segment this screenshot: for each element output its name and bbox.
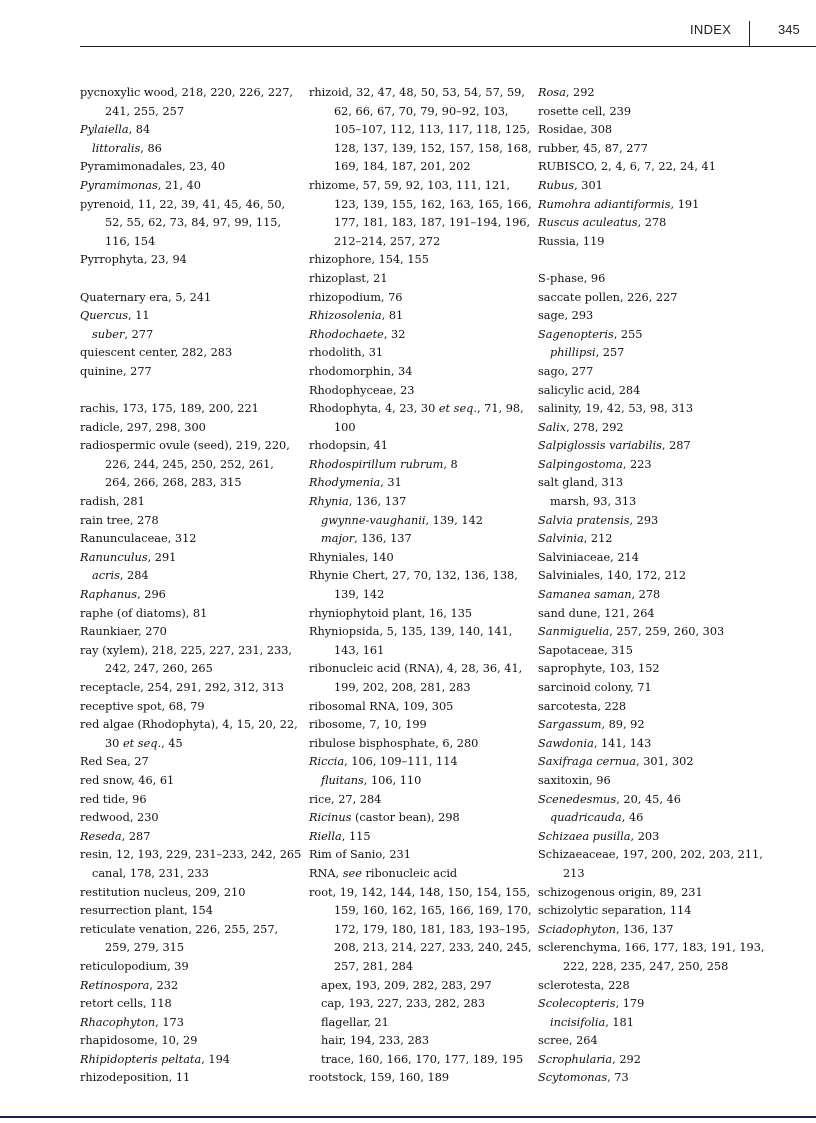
index-entry: ribulose bisphosphate, 6, 280 xyxy=(309,736,479,750)
index-entry: scree, 264 xyxy=(538,1034,598,1048)
index-subentry: fluitans, 106, 110 xyxy=(321,773,422,787)
index-entry: restitution nucleus, 209, 210 xyxy=(80,885,246,899)
index-entry: quinine, 277 xyxy=(80,364,152,378)
index-entry: S-phase, 96 xyxy=(538,271,606,285)
index-entry: rubber, 45, 87, 277 xyxy=(538,141,648,155)
index-entry: Rhipidopteris peltata, 194 xyxy=(80,1052,230,1066)
index-entry: red snow, 46, 61 xyxy=(80,773,175,787)
index-subentry: trace, 160, 166, 170, 177, 189, 195 xyxy=(321,1052,524,1066)
index-entry: Scenedesmus, 20, 45, 46 xyxy=(538,792,681,806)
index-entry: rhizoplast, 21 xyxy=(309,271,388,285)
index-entry: reticulopodium, 39 xyxy=(80,959,189,973)
index-subentry: suber, 277 xyxy=(92,327,154,341)
index-entry: rhodomorphin, 34 xyxy=(309,364,413,378)
index-entry: Quaternary era, 5, 241 xyxy=(80,290,212,304)
index-entry: Red Sea, 27 xyxy=(80,755,149,769)
index-entry: radish, 281 xyxy=(80,495,145,509)
index-entry: Saxifraga cernua, 301, 302 xyxy=(538,755,694,769)
header-title: INDEX xyxy=(690,22,732,37)
header-separator xyxy=(749,21,750,46)
index-entry: Sargassum, 89, 92 xyxy=(538,718,645,732)
index-entry: Rhynia, 136, 137 xyxy=(309,495,407,509)
index-entry: sand dune, 121, 264 xyxy=(538,606,655,620)
index-entry: Raphanus, 296 xyxy=(80,588,166,602)
index-entry: rhizophore, 154, 155 xyxy=(309,253,429,267)
index-entry: salicylic acid, 284 xyxy=(538,383,641,397)
index-entry: Scolecopteris, 179 xyxy=(538,997,645,1011)
index-entry: Salvia pratensis, 293 xyxy=(538,513,659,527)
index-entry: redwood, 230 xyxy=(80,811,159,825)
index-entry: Russia, 119 xyxy=(538,234,605,248)
index-entry: Pyramimonadales, 23, 40 xyxy=(80,160,226,174)
index-entry: reticulate venation, 226, 255, 257, 259, 279, 315 xyxy=(80,922,279,955)
section-gap xyxy=(538,251,768,270)
index-entry: Rumohra adiantiformis, 191 xyxy=(538,197,700,211)
index-entry: rhapidosome, 10, 29 xyxy=(80,1034,198,1048)
index-subentry: cap, 193, 227, 233, 282, 283 xyxy=(321,997,486,1011)
index-entry: saxitoxin, 96 xyxy=(538,773,611,787)
index-entry: rhizome, 57, 59, 92, 103, 111, 121, 123, 139, 155, 162, 163, 165, 166, 177, 181, 183, 187, 191–194, 196, 212–214, 257, 272 xyxy=(309,178,532,248)
index-entry: Scytomonas, 73 xyxy=(538,1071,629,1085)
index-entry: Rosidae, 308 xyxy=(538,123,613,137)
index-entry: Rhodochaete, 32 xyxy=(309,327,406,341)
index-subentry: canal, 178, 231, 233 xyxy=(92,866,209,880)
index-entry: Rhyniopsida, 5, 135, 139, 140, 141, 143, 161 xyxy=(309,625,513,657)
index-entry: sago, 277 xyxy=(538,364,594,378)
index-entry: Samanea saman, 278 xyxy=(538,588,661,602)
index-entry: Rhodymenia, 31 xyxy=(309,476,402,490)
index-entry: Raunkiaer, 270 xyxy=(80,625,167,639)
index-entry: red tide, 96 xyxy=(80,792,147,806)
index-entry: ray (xylem), 218, 225, 227, 231, 233, 242, 247, 260, 265 xyxy=(80,643,292,676)
index-entry: rootstock, 159, 160, 189 xyxy=(309,1071,450,1085)
index-subentry: marsh, 93, 313 xyxy=(550,495,637,509)
index-subentry: gwynne-vaughanii, 139, 142 xyxy=(321,513,483,527)
section-gap xyxy=(80,270,302,289)
index-entry: Pylaiella, 84 xyxy=(80,123,151,137)
index-entry: rain tree, 278 xyxy=(80,513,159,527)
index-entry: Rim of Sanio, 231 xyxy=(309,848,411,862)
index-entry: Salvinia, 212 xyxy=(538,532,613,546)
index-entry: saccate pollen, 226, 227 xyxy=(538,290,678,304)
index-entry: Salix, 278, 292 xyxy=(538,420,624,434)
index-entry: rice, 27, 284 xyxy=(309,792,382,806)
index-entry: retort cells, 118 xyxy=(80,997,172,1011)
index-entry: quiescent center, 282, 283 xyxy=(80,346,233,360)
index-entry: Sawdonia, 141, 143 xyxy=(538,736,652,750)
index-subentry: littoralis, 86 xyxy=(92,141,162,155)
index-entry: rachis, 173, 175, 189, 200, 221 xyxy=(80,402,259,416)
index-entry: Rosa, 292 xyxy=(538,86,595,99)
index-entry: radicle, 297, 298, 300 xyxy=(80,420,206,434)
index-entry: rhizoid, 32, 47, 48, 50, 53, 54, 57, 59, 62, 66, 67, 70, 79, 90–92, 103, 105–107, 112, 113, 117, 118, 125, 128, 137, 139, 152, 157, 158, 168, 169, 184, 187, 201, 202 xyxy=(309,86,532,174)
index-column-1 xyxy=(80,84,302,1088)
index-entry: radiospermic ovule (seed), 219, 220, 226, 244, 245, 250, 252, 261, 264, 266, 268, 283, 315 xyxy=(80,439,290,490)
index-entry: ribosomal RNA, 109, 305 xyxy=(309,699,454,713)
index-entry: resin, 12, 193, 229, 231–233, 242, 265 xyxy=(80,848,302,862)
header-rule xyxy=(80,46,816,47)
index-entry: schizogenous origin, 89, 231 xyxy=(538,885,703,899)
index-entry: Salviniaceae, 214 xyxy=(538,550,639,564)
index-entry: sarcinoid colony, 71 xyxy=(538,681,652,694)
index-entry: Sapotaceae, 315 xyxy=(538,643,633,657)
index-subentry: incisifolia, 181 xyxy=(550,1015,634,1029)
index-column-3 xyxy=(538,84,768,1088)
index-entry: Ranunculus, 291 xyxy=(80,550,177,564)
index-entry: pycnoxylic wood, 218, 220, 226, 227, 241, 255, 257 xyxy=(80,86,293,118)
index-entry: rhizodeposition, 11 xyxy=(80,1071,191,1085)
index-entry: raphe (of diatoms), 81 xyxy=(80,606,208,620)
index-entry: Salpingostoma, 223 xyxy=(538,457,652,471)
index-entry: Rhodophyta, 4, 23, 30 et seq., 71, 98, 100 xyxy=(309,402,524,434)
index-entry: rhodolith, 31 xyxy=(309,346,384,360)
index-entry: Salviniales, 140, 172, 212 xyxy=(538,569,687,583)
index-entry: Pyrrophyta, 23, 94 xyxy=(80,253,187,267)
index-subentry: acris, 284 xyxy=(92,569,149,583)
index-entry: RNA, see ribonucleic acid xyxy=(309,866,458,880)
index-entry: Ranunculaceae, 312 xyxy=(80,532,197,546)
index-column-2 xyxy=(309,84,534,1088)
index-entry: rhodopsin, 41 xyxy=(309,439,388,453)
index-entry: Retinospora, 232 xyxy=(80,978,179,992)
index-entry: Ricinus (castor bean), 298 xyxy=(309,811,460,825)
index-entry: sclerenchyma, 166, 177, 183, 191, 193, 222, 228, 235, 247, 250, 258 xyxy=(538,941,765,973)
index-entry: rhyniophytoid plant, 16, 135 xyxy=(309,606,473,620)
index-subentry: apex, 193, 209, 282, 283, 297 xyxy=(321,978,492,992)
index-entry: Salpiglossis variabilis, 287 xyxy=(538,439,691,453)
index-subentry: flagellar, 21 xyxy=(321,1015,389,1029)
index-entry: Rhizosolenia, 81 xyxy=(309,309,404,323)
index-entry: Rubus, 301 xyxy=(538,178,603,192)
index-entry: Sanmiguelia, 257, 259, 260, 303 xyxy=(538,625,725,639)
index-entry: RUBISCO, 2, 4, 6, 7, 22, 24, 41 xyxy=(538,160,716,174)
index-entry: Quercus, 11 xyxy=(80,309,150,323)
index-subentry: hair, 194, 233, 283 xyxy=(321,1034,430,1048)
index-entry: sage, 293 xyxy=(538,309,594,323)
index-entry: receptacle, 254, 291, 292, 312, 313 xyxy=(80,681,284,694)
index-entry: Rhacophyton, 173 xyxy=(80,1015,184,1029)
page-number: 345 xyxy=(778,22,800,37)
index-entry: ribonucleic acid (RNA), 4, 28, 36, 41, 199, 202, 208, 281, 283 xyxy=(309,662,523,694)
index-entry: pyrenoid, 11, 22, 39, 41, 45, 46, 50, 52, 55, 62, 73, 84, 97, 99, 115, 116, 154 xyxy=(80,197,286,248)
index-entry: salinity, 19, 42, 53, 98, 313 xyxy=(538,402,694,416)
index-entry: Sagenopteris, 255 xyxy=(538,327,643,341)
index-entry: red algae (Rhodophyta), 4, 15, 20, 22, 30 et seq., 45 xyxy=(80,718,298,750)
index-entry: sclerotesta, 228 xyxy=(538,978,630,992)
index-entry: schizolytic separation, 114 xyxy=(538,904,692,918)
index-entry: sarcotesta, 228 xyxy=(538,699,627,713)
index-entry: Scrophularia, 292 xyxy=(538,1052,641,1066)
index-entry: Ruscus aculeatus, 278 xyxy=(538,216,667,230)
index-entry: saprophyte, 103, 152 xyxy=(538,662,660,676)
index-subentry: phillipsi, 257 xyxy=(550,346,625,360)
index-entry: Sciadophyton, 136, 137 xyxy=(538,922,674,936)
index-entry: Rhodospirillum rubrum, 8 xyxy=(309,457,458,471)
index-entry: Reseda, 287 xyxy=(80,829,151,843)
index-entry: Schizaeaceae, 197, 200, 202, 203, 211, 213 xyxy=(538,848,763,880)
index-entry: Rhodophyceae, 23 xyxy=(309,383,415,397)
index-entry: root, 19, 142, 144, 148, 150, 154, 155, 159, 160, 162, 165, 166, 169, 170, 172, 179, 180, 181, 183, 193–195, 208, 213, 214, 227, 233, 240, 245, 257, 281, 284 xyxy=(309,885,532,973)
index-entry: Pyramimonas, 21, 40 xyxy=(80,178,201,192)
index-entry: salt gland, 313 xyxy=(538,476,624,490)
index-entry: Rhynie Chert, 27, 70, 132, 136, 138, 139, 142 xyxy=(309,569,518,602)
index-entry: rhizopodium, 76 xyxy=(309,290,403,304)
index-entry: Rhyniales, 140 xyxy=(309,550,394,564)
index-entry: resurrection plant, 154 xyxy=(80,904,213,918)
index-subentry: major, 136, 137 xyxy=(321,532,412,546)
index-entry: Riella, 115 xyxy=(309,829,371,843)
bottom-rule xyxy=(0,1116,816,1118)
index-entry: Schizaea pusilla, 203 xyxy=(538,829,660,843)
index-subentry: quadricauda, 46 xyxy=(550,811,644,825)
index-entry: ribosome, 7, 10, 199 xyxy=(309,718,427,732)
index-entry: Riccia, 106, 109–111, 114 xyxy=(309,755,458,769)
index-entry: receptive spot, 68, 79 xyxy=(80,699,205,713)
section-gap xyxy=(80,382,302,401)
index-entry: rosette cell, 239 xyxy=(538,104,632,118)
